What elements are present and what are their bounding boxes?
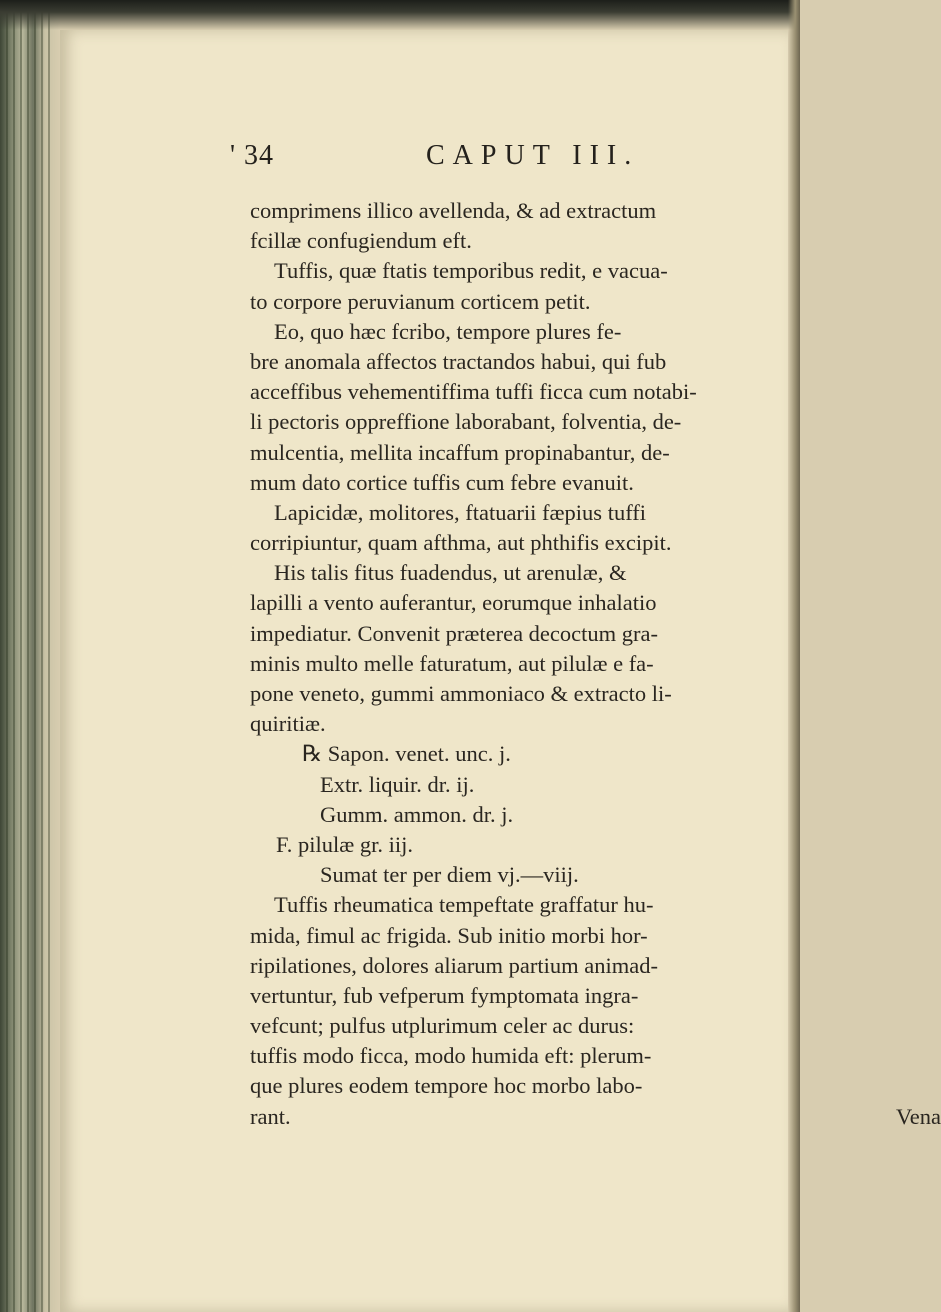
top-edge-shadow — [0, 0, 800, 30]
text-line: Tuffis, quæ ftatis temporibus redit, e vacua- — [274, 258, 668, 284]
text-line: His talis fitus fuadendus, ut arenulæ, & — [274, 560, 627, 586]
text-line: mida, fimul ac frigida. Sub initio morbi hor- — [250, 922, 648, 948]
text-line: tuffis modo ficca, modo humida eft: plerum- — [250, 1043, 652, 1069]
text-line: bre anomala affectos tractandos habui, qui fub — [250, 348, 667, 374]
text-line: vertuntur, fub vefperum fymptomata ingra- — [250, 982, 639, 1008]
text-line: Gumm. ammon. dr. j. — [320, 801, 514, 827]
text-line: vefcunt; pulfus utplurimum celer ac durus: — [250, 1013, 635, 1039]
page-number: ' 34 — [230, 140, 275, 171]
text-line: quiritiæ. — [250, 711, 326, 737]
text-line: mulcentia, mellita incaffum propinabantur, de- — [250, 439, 670, 465]
right-page-edge — [788, 0, 800, 1312]
text-line: Lapicidæ, molitores, ftatuarii fæpius tuffi — [274, 499, 647, 525]
text-line: ℞ Sapon. venet. unc. j. — [302, 741, 511, 767]
running-title: CAPUT III. — [426, 140, 640, 171]
text-line: F. pilulæ gr. iij. — [276, 831, 413, 857]
text-line: impediatur. Convenit præterea decoctum gra- — [250, 620, 658, 646]
text-line: to corpore peruvianum corticem petit. — [250, 288, 591, 314]
text-line: li pectoris oppreffione laborabant, folventia, de- — [250, 409, 682, 435]
text-line: corripiuntur, quam afthma, aut phthifis excipit. — [250, 530, 672, 556]
text-line: Eo, quo hæc fcribo, tempore plures fe- — [274, 318, 622, 344]
text-line: Sumat ter per diem vj.—viij. — [320, 862, 579, 888]
text-line: rant. — [250, 1103, 291, 1129]
text-line: fcillæ confugiendum eft. — [250, 228, 472, 254]
text-line: Tuffis rheumatica tempeftate graffatur hu- — [274, 892, 654, 918]
body-text — [250, 196, 941, 1132]
text-line: lapilli a vento auferantur, eorumque inhalatio — [250, 590, 657, 616]
binding-texture — [6, 0, 54, 1312]
catchword: Vena — [896, 1104, 941, 1129]
text-line: minis multo melle faturatum, aut pilulæ e fa- — [250, 650, 654, 676]
text-line: mum dato cortice tuffis cum febre evanuit. — [250, 469, 634, 495]
text-line: ripilationes, dolores aliarum partium animad- — [250, 952, 659, 978]
text-line: pone veneto, gummi ammoniaco & extracto li- — [250, 681, 672, 706]
running-header — [230, 140, 750, 180]
text-line: que plures eodem tempore hoc morbo labo- — [250, 1073, 643, 1099]
text-line: Extr. liquir. dr. ij. — [320, 771, 475, 797]
text-line: comprimens illico avellenda, & ad extractum — [250, 198, 657, 223]
text-line: acceffibus vehementiffima tuffi ficca cum notabi- — [250, 379, 697, 405]
